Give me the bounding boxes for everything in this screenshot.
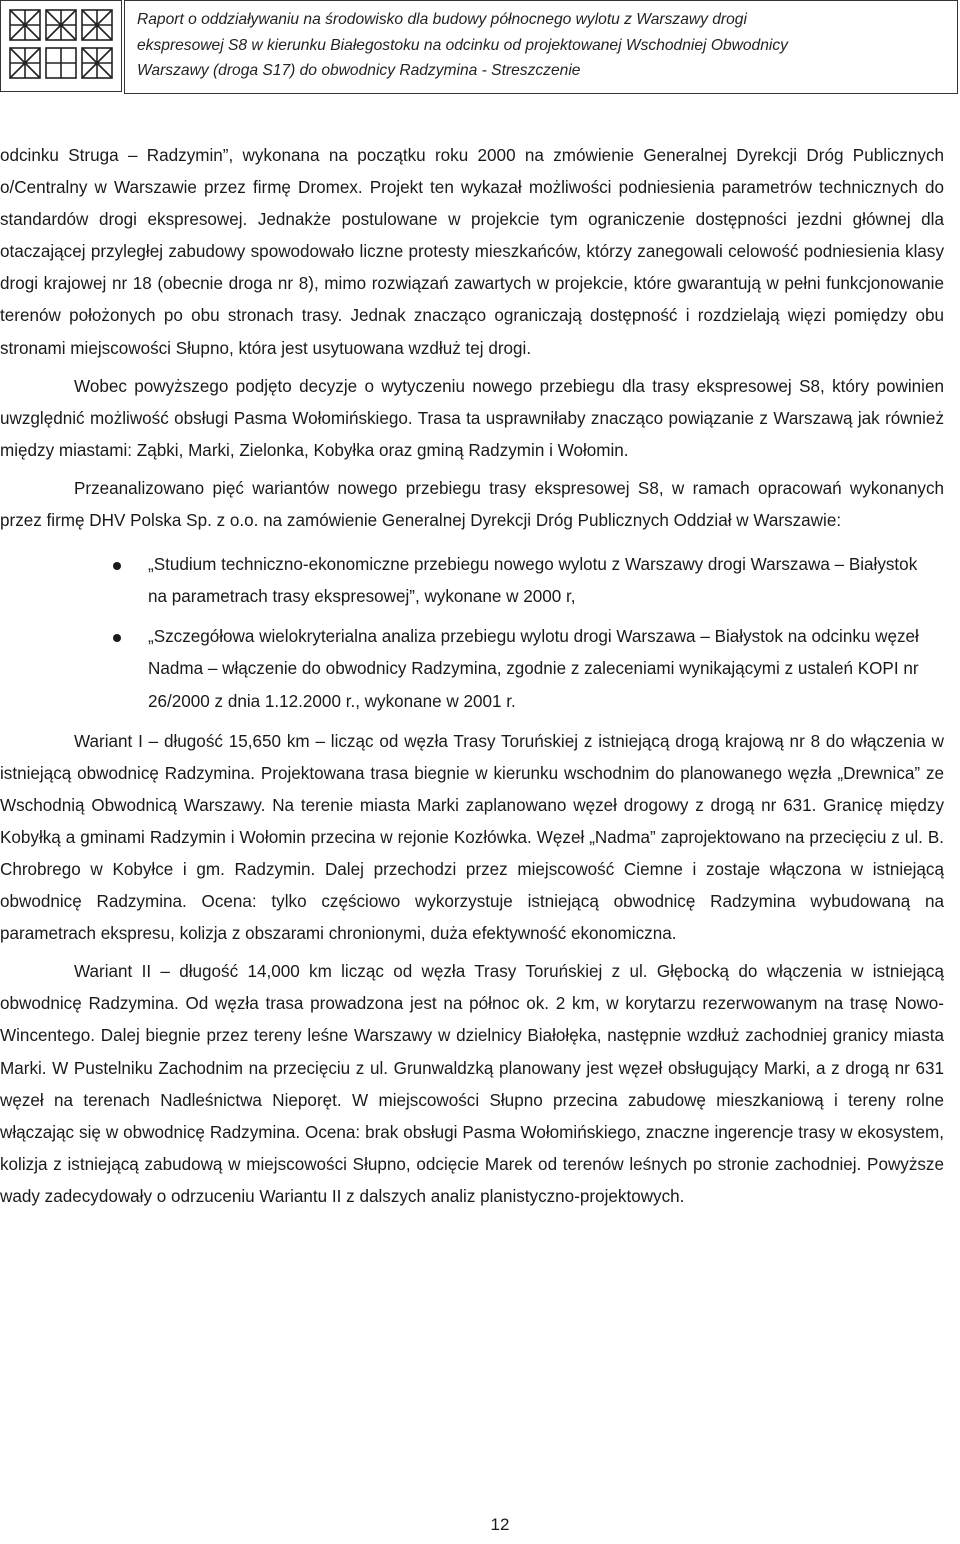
paragraph: odcinku Struga – Radzymin”, wykonana na początku roku 2000 na zmówienie Generalnej Dyrekcji Dróg Publicznych o/Centralny w Warszawie przez firmę Dromex. Projekt ten wykazał możliwości podniesienia parametrów technicznych do standardów drogi ekspresowej. Jednakże postulowane w projekcie tym ograniczenie dostępności jezdni głównej dla otaczającej przyległej zabudowy spowodowało liczne protesty mieszkańców, którzy zanegowali celowość podniesienia klasy drogi krajowej nr 18 (obecnie droga nr 8), mimo rozwiązań zawartych w projekcie, które gwarantują w pełni funkcjonowanie terenów położonych po obu stronach trasy. Jednak znacząco ograniczają dostępność i rozdzielają więzi pomiędzy obu stronami miejscowości Słupno, która jest usytuowana wzdłuż tej drogi.	[0, 146, 944, 358]
bullet-icon	[113, 634, 121, 642]
report-title-line: ekspresowej S8 w kierunku Białegostoku na odcinku od projektowanej Wschodniej Obwodnicy	[137, 36, 788, 54]
logo-icon	[4, 4, 118, 88]
list-item	[0, 621, 944, 717]
page-header	[0, 0, 958, 94]
report-title-line: Warszawy (droga S17) do obwodnicy Radzymina - Streszczenie	[137, 62, 581, 79]
bullet-icon	[113, 562, 121, 570]
paragraph: Wobec powyższego podjęto decyzje o wytyczeniu nowego przebiegu dla trasy ekspresowej S8, który powinien uwzględnić możliwość obsługi Pasma Wołomińskiego. Trasa ta usprawniłaby znacząco powiązanie z Warszawą jak również między miastami: Ząbki, Marki, Zielonka, Kobyłka oraz gminą Radzymin i Wołomin.	[0, 376, 944, 460]
paragraph: Wariant I – długość 15,650 km – licząc od węzła Trasy Toruńskiej z istniejącą drogą krajową nr 8 do włączenia w istniejącą obwodnicę Radzymina. Projektowana trasa biegnie w kierunku wschodnim do planowanego węzła „Drewnica” ze Wschodnią Obwodnicą Warszawy. Na terenie miasta Marki zaplanowano węzeł drogowy z drogą nr 631. Granicę między Kobyłką a gminami Radzymin i Wołomin przecina w rejonie Kozłówka. Węzeł „Nadma” zaprojektowano na przecięciu z ul. B. Chrobrego w Kobyłce i gm. Radzymin. Dalej przechodzi przez miejscowość Ciemne i zostaje włączona w istniejącą obwodnicę Radzymina. Ocena: tylko częściowo wykorzystuje istniejącą obwodnicę Radzymina wybudowaną na parametrach ekspresu, kolizja z obszarami chronionymi, duża efektywność ekonomiczna.	[0, 731, 944, 944]
report-title	[124, 0, 958, 94]
paragraph: Przeanalizowano pięć wariantów nowego przebiegu trasy ekspresowej S8, w ramach opracowań wykonanych przez firmę DHV Polska Sp. z o.o. na zamówienie Generalnej Dyrekcji Dróg Publicznych Oddział w Warszawie:	[0, 478, 944, 531]
report-title-line: Raport o oddziaływaniu na środowisko dla budowy północnego wylotu z Warszawy drogi	[137, 11, 747, 28]
document-body	[0, 140, 944, 1219]
logo	[0, 0, 122, 92]
page-number: 12	[490, 1515, 510, 1534]
paragraph: Wariant II – długość 14,000 km licząc od węzła Trasy Toruńskiej z ul. Głębocką do włączenia w istniejącą obwodnicę Radzymina. Od węzła trasa prowadzona jest na północ ok. 2 km, w korytarzu rezerwowanym na trasę Nowo-Wincentego. Dalej biegnie przez tereny leśne Warszawy w dzielnicy Białołęka, następnie wzdłuż zachodniej granicy miasta Marki. W Pustelniku Zachodnim na przecięciu z ul. Grunwaldzką planowany jest węzeł obsługujący Marki, a z drogą nr 631 węzeł na terenach Nadleśnictwa Nieporęt. W miejscowości Słupno przecina zabudowę mieszkaniową i tereny rolne włączając się w obwodnicę Radzymina. Ocena: brak obsługi Pasma Wołomińskiego, znaczne ingerencje trasy w ekosystem, kolizja z istniejącą zabudową w miejscowości Słupno, odcięcie Marek od terenów leśnych po stronie zachodniej. Powyższe wady zadecydowały o odrzuceniu Wariantu II z dalszych analiz planistyczno-projektowych.	[0, 962, 944, 1206]
list-item	[0, 549, 944, 613]
bullet-list	[0, 549, 944, 717]
list-item-text: „Szczegółowa wielokryterialna analiza przebiegu wylotu drogi Warszawa – Białystok na odcinku węzeł Nadma – włączenie do obwodnicy Radzymina, zgodnie z zaleceniami wynikającymi z ustaleń KOPI nr 26/2000 z dnia 1.12.2000 r., wykonane w 2001 r.	[148, 627, 919, 711]
list-item-text: „Studium techniczno-ekonomiczne przebiegu nowego wylotu z Warszawy drogi Warszawa – Białystok na parametrach trasy ekspresowej”, wykonane w 2000 r,	[148, 555, 918, 607]
